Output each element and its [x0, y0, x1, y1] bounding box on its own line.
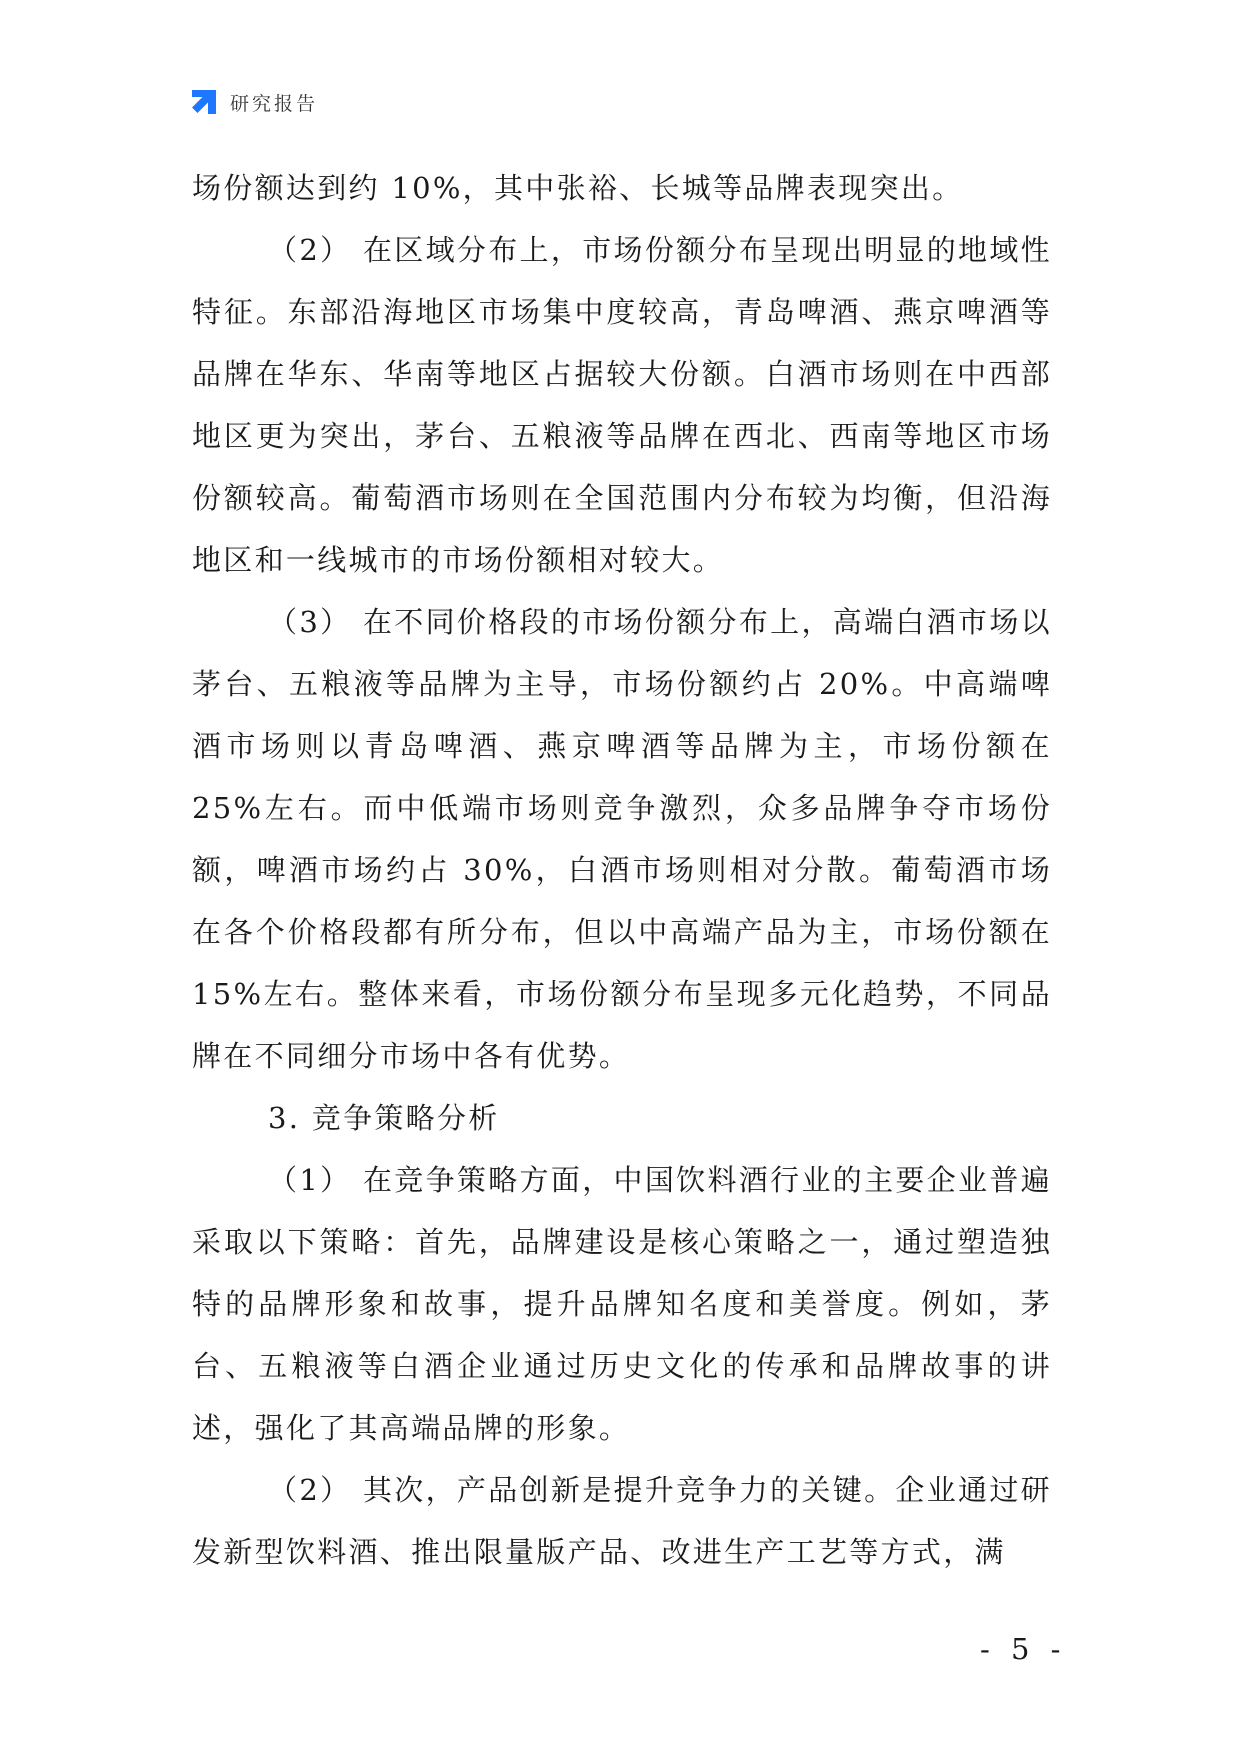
document-body: [192, 157, 1052, 1583]
header-title: 研究报告: [230, 92, 319, 115]
arrow-up-right-icon: [188, 86, 220, 118]
paragraph-product-innovation: （2） 其次，产品创新是提升竞争力的关键。企业通过研发新型饮料酒、推出限量版产品、改进生产工艺等方式，满: [192, 1473, 1052, 1569]
page-header: [188, 86, 318, 118]
paragraph-regional-distribution: （2） 在区域分布上，市场份额分布呈现出明显的地域性特征。东部沿海地区市场集中度较高，青岛啤酒、燕京啤酒等品牌在华东、华南等地区占据较大份额。白酒市场则在中西部地区更为突出，茅台、五粮液等品牌在西北、西南等地区市场份额较高。葡萄酒市场则在全国范围内分布较为均衡，但沿海地区和一线城市的市场份额相对较大。: [192, 233, 1052, 577]
page-number: - 5 -: [980, 1632, 1067, 1666]
paragraph-competitive-strategy: （1） 在竞争策略方面，中国饮料酒行业的主要企业普遍采取以下策略：首先，品牌建设是核心策略之一，通过塑造独特的品牌形象和故事，提升品牌知名度和美誉度。例如，茅台、五粮液等白酒企业通过历史文化的传承和品牌故事的讲述，强化了其高端品牌的形象。: [192, 1163, 1052, 1445]
paragraph-continuation: 场份额达到约 10%，其中张裕、长城等品牌表现突出。: [192, 171, 964, 205]
section-heading: 3. 竞争策略分析: [268, 1101, 500, 1135]
paragraph-price-segment: （3） 在不同价格段的市场份额分布上，高端白酒市场以茅台、五粮液等品牌为主导，市场份额约占 20%。中高端啤酒市场则以青岛啤酒、燕京啤酒等品牌为主，市场份额在 25%左右。而中低端市场则竞争激烈，众多品牌争夺市场份额，啤酒市场约占 30%，白酒市场则相对分散。葡萄酒市场在各个价格段都有所分布，但以中高端产品为主，市场份额在 15%左右。整体来看，市场份额分布呈现多元化趋势，不同品牌在不同细分市场中各有优势。: [192, 605, 1052, 1073]
